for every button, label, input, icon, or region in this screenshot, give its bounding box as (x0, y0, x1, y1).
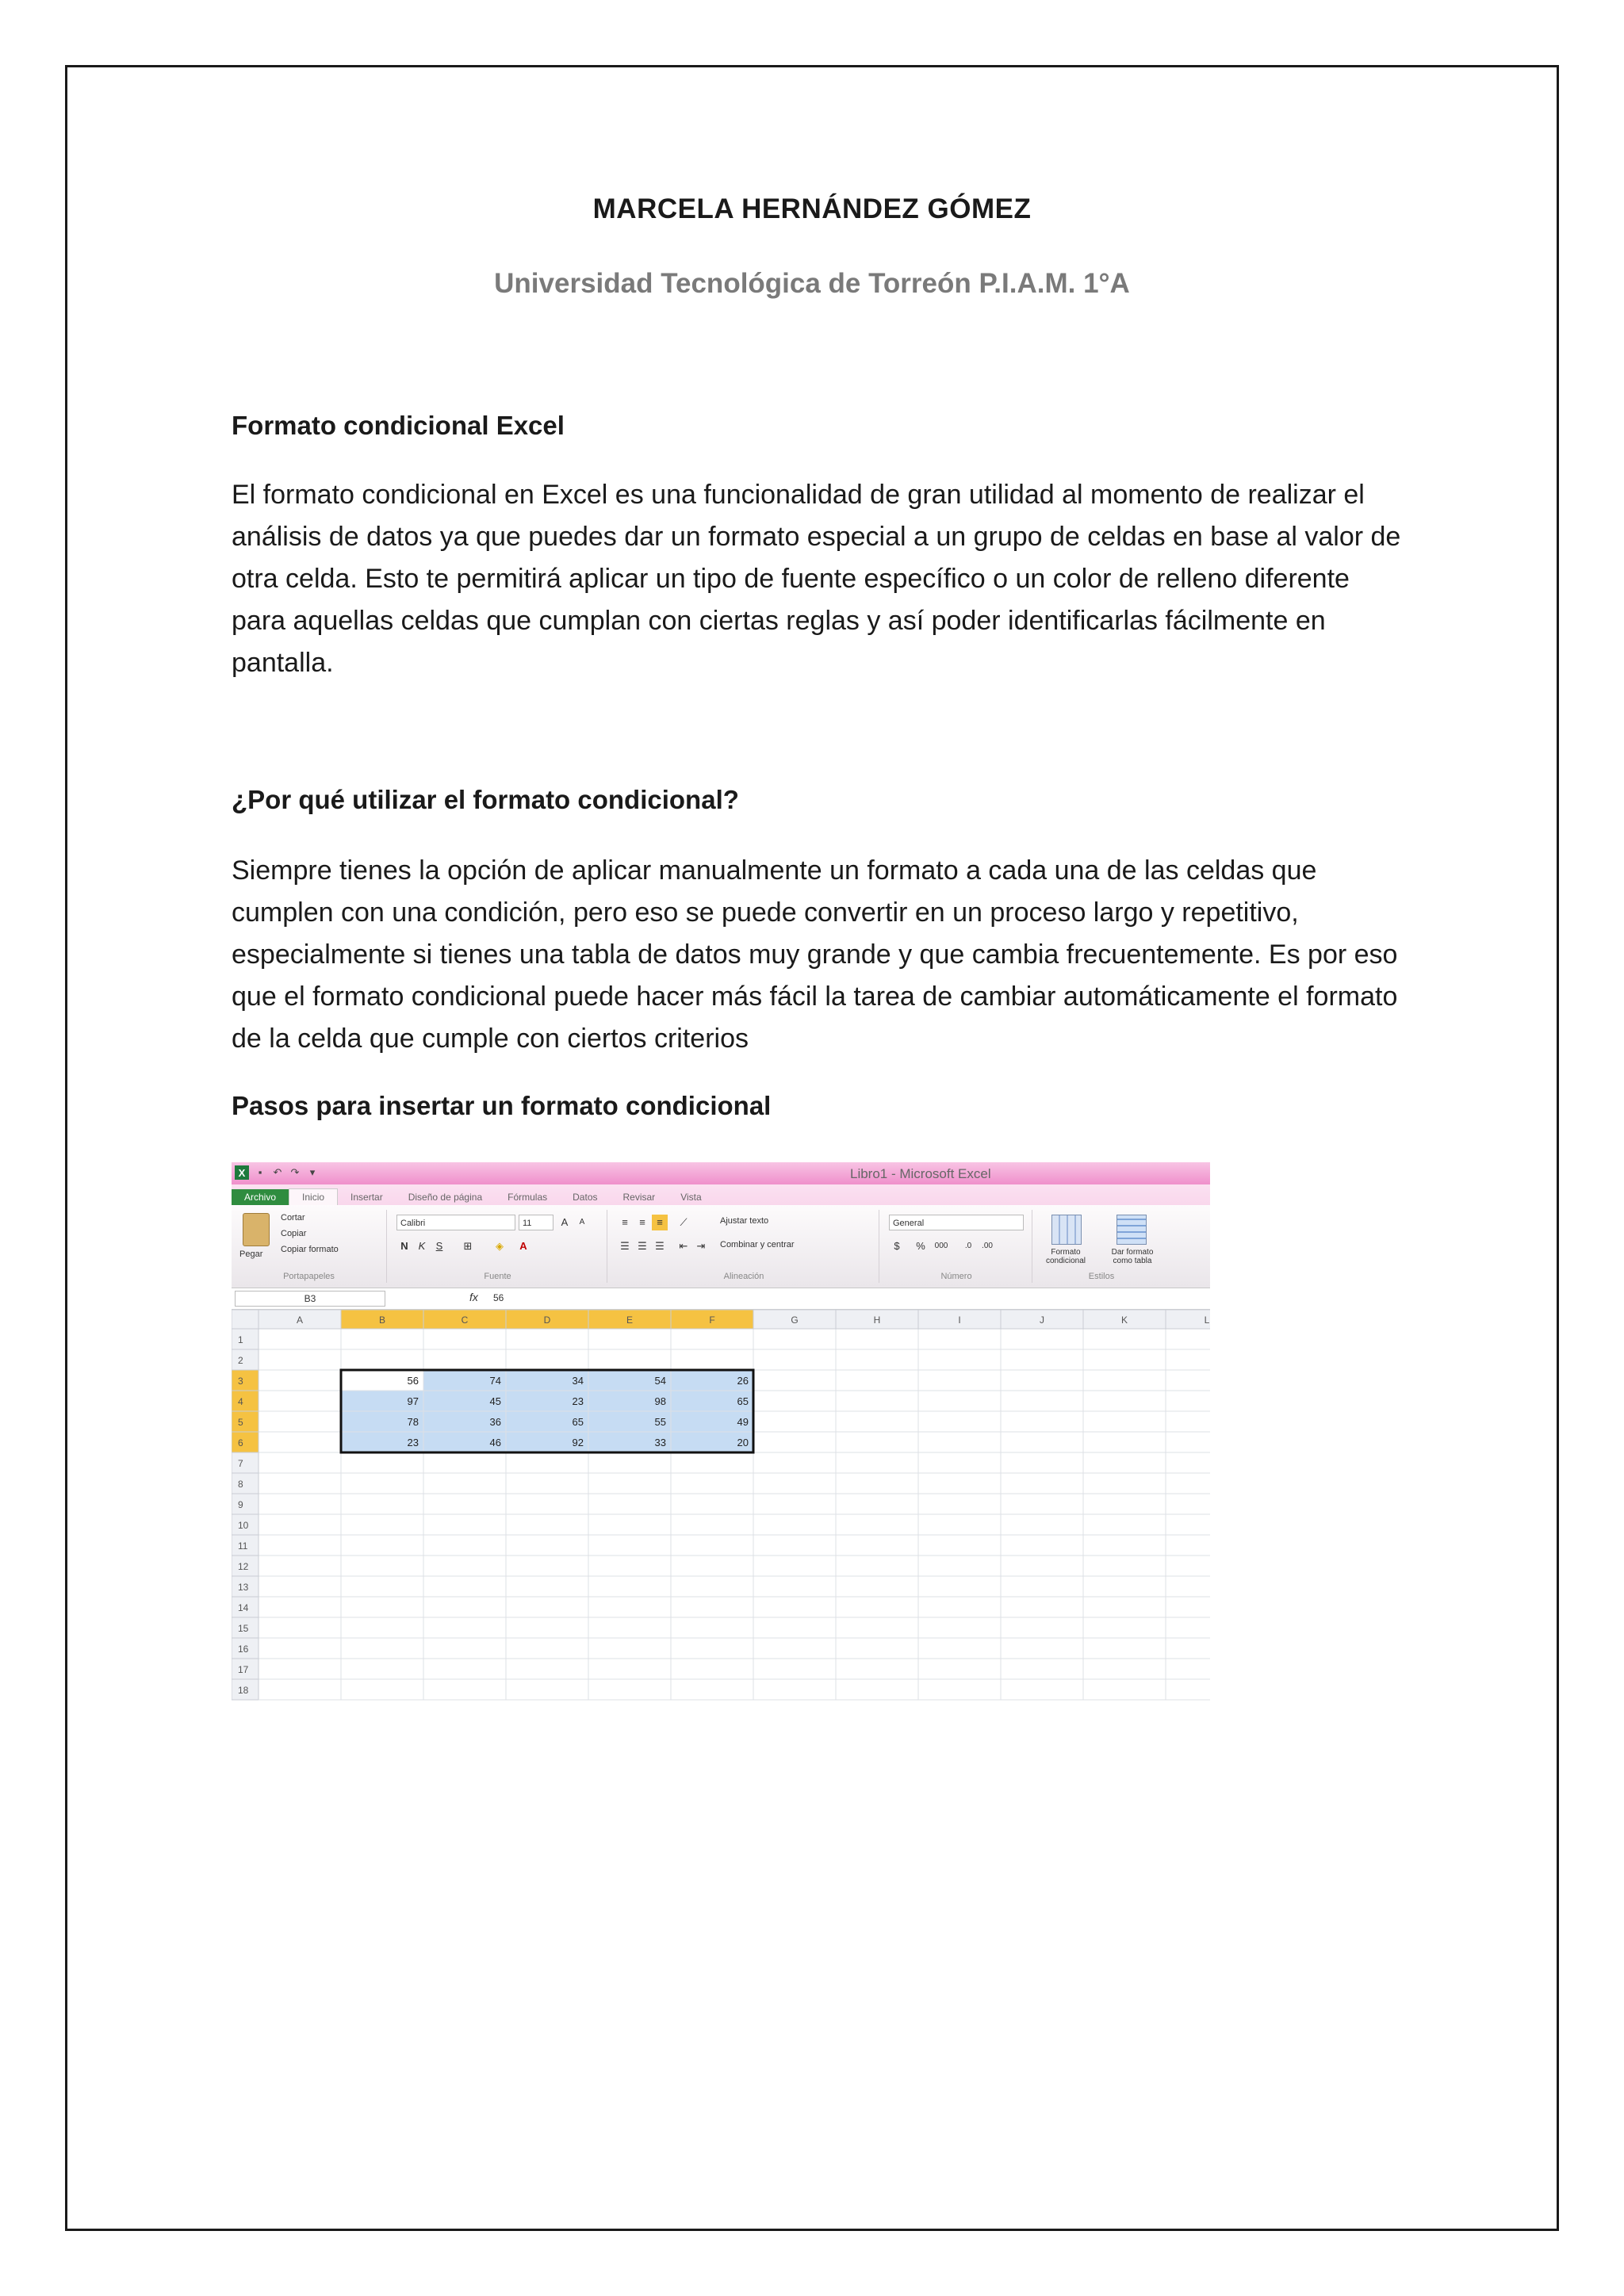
column-label-c: C (461, 1314, 469, 1326)
row-header-5 (232, 1411, 259, 1432)
row-header-3 (232, 1370, 259, 1391)
row-label-18: 18 (238, 1685, 249, 1696)
grow-font-icon[interactable]: A (561, 1216, 569, 1228)
conditional-format-button[interactable]: Formato condicional (1045, 1248, 1086, 1265)
page-border (65, 65, 1559, 2231)
tab-diseno-pagina[interactable]: Diseño de página (408, 1192, 483, 1203)
font-size-select[interactable]: 11 (519, 1215, 553, 1230)
bold-button[interactable]: N (400, 1240, 408, 1252)
save-icon[interactable]: ▪ (258, 1166, 262, 1178)
section-heading-conditional-format: Formato condicional Excel (232, 411, 565, 440)
cell-value: 56 (407, 1375, 419, 1387)
cell-value: 34 (572, 1375, 584, 1387)
cell-value: 36 (489, 1416, 501, 1428)
column-label-i: I (958, 1314, 961, 1326)
row-label-5: 5 (238, 1417, 243, 1428)
cell-value: 46 (489, 1437, 501, 1448)
increase-indent-icon[interactable]: ⇥ (696, 1240, 706, 1252)
row-label-12: 12 (238, 1561, 249, 1572)
tab-inicio[interactable]: Inicio (289, 1188, 338, 1205)
column-label-d: D (543, 1314, 551, 1326)
font-name-select[interactable]: Calibri (396, 1215, 515, 1230)
formula-input[interactable]: 56 (493, 1292, 504, 1303)
cell-value: 49 (737, 1416, 749, 1428)
format-as-table-button[interactable]: Dar formato como tabla (1111, 1248, 1154, 1265)
column-label-g: G (791, 1314, 799, 1326)
row-label-1: 1 (238, 1334, 243, 1345)
cell-value: 92 (572, 1437, 584, 1448)
tab-archivo[interactable]: Archivo (232, 1189, 289, 1205)
cell-value: 33 (654, 1437, 666, 1448)
column-label-f: F (709, 1314, 715, 1326)
cut-button[interactable]: Cortar (281, 1213, 305, 1223)
cell-value: 54 (654, 1375, 666, 1387)
row-header-9 (232, 1494, 259, 1514)
cell-value: 55 (654, 1416, 666, 1428)
author-name: MARCELA HERNÁNDEZ GÓMEZ (592, 193, 1032, 224)
cell-value: 23 (407, 1437, 419, 1448)
italic-button[interactable]: K (418, 1240, 426, 1252)
row-label-2: 2 (238, 1355, 243, 1366)
row-label-6: 6 (238, 1437, 243, 1448)
row-label-7: 7 (238, 1458, 243, 1469)
cell-value: 26 (737, 1375, 749, 1387)
paragraph-intro: El formato condicional en Excel es una funcionalidad de gran utilidad al momento de realizar el análisis de datos ya que puedes dar un formato especial a un grupo de celdas en base al valor de otra celda. Esto te permitirá aplicar un tipo de fuente específico o un color de relleno diferente para aquellas celdas que cumplan con ciertas reglas y así poder identificarlas fácilmente en pantalla. (232, 480, 1401, 678)
column-label-e: E (626, 1314, 634, 1326)
font-color-icon[interactable]: A (519, 1240, 527, 1252)
shrink-font-icon[interactable]: A (579, 1218, 585, 1226)
align-bottom-icon[interactable]: ≡ (652, 1215, 668, 1230)
fill-color-icon[interactable]: ◈ (496, 1240, 504, 1252)
merge-center-button[interactable]: Combinar y centrar (720, 1240, 795, 1249)
window-title: Libro1 - Microsoft Excel (850, 1166, 991, 1181)
align-middle-icon[interactable]: ≡ (639, 1216, 645, 1228)
cell-value: 97 (407, 1395, 419, 1407)
cell-value: 74 (489, 1375, 501, 1387)
column-label-b: B (378, 1314, 386, 1326)
row-label-10: 10 (238, 1520, 249, 1531)
tab-vista[interactable]: Vista (680, 1192, 702, 1203)
section-heading-steps: Pasos para insertar un formato condicional (232, 1091, 772, 1120)
number-group-label: Número (940, 1272, 972, 1281)
format-painter-button[interactable]: Copiar formato (281, 1245, 339, 1254)
tab-insertar[interactable]: Insertar (350, 1192, 383, 1203)
underline-button[interactable]: S (435, 1240, 443, 1252)
thousands-icon[interactable]: 000 (934, 1242, 948, 1250)
row-label-13: 13 (238, 1582, 249, 1593)
orientation-icon[interactable]: ⟋ (680, 1216, 688, 1228)
university-name: Universidad Tecnológica de Torreón P.I.A.M. 1°A (494, 268, 1130, 299)
paragraph-why: Siempre tienes la opción de aplicar manualmente un formato a cada una de las celdas que cumplen con una condición, pero eso se puede convertir en un proceso largo y repetitivo, especialmente si tienes una tabla de datos muy grande y que cambia frecuentemente. Es por eso que el formato condicional puede hacer más fácil la tarea de cambiar automáticamente el formato de la celda que cumple con ciertos criterios (232, 855, 1398, 1054)
row-label-16: 16 (238, 1644, 249, 1655)
row-header-7 (232, 1452, 259, 1473)
excel-logo-icon: X (235, 1165, 249, 1180)
copy-button[interactable]: Copiar (281, 1229, 307, 1238)
align-center-icon[interactable]: ☰ (638, 1240, 647, 1252)
cell-value: 65 (737, 1395, 749, 1407)
wrap-text-button[interactable]: Ajustar texto (720, 1216, 769, 1226)
row-header-8 (232, 1473, 259, 1494)
spreadsheet-grid[interactable] (232, 1162, 1210, 1728)
styles-group-label: Estilos (1088, 1272, 1115, 1281)
row-header-6 (232, 1432, 259, 1452)
row-label-15: 15 (238, 1623, 249, 1634)
currency-icon[interactable]: $ (894, 1240, 900, 1252)
row-label-11: 11 (238, 1540, 248, 1552)
cell-value: 78 (407, 1416, 419, 1428)
row-label-3: 3 (238, 1376, 243, 1387)
undo-icon[interactable]: ↶ (273, 1166, 282, 1178)
column-label-h: H (873, 1314, 881, 1326)
cell-value: 20 (737, 1437, 749, 1448)
column-label-j: J (1040, 1314, 1044, 1326)
cell-value: 65 (572, 1416, 584, 1428)
row-label-14: 14 (238, 1602, 249, 1613)
fx-icon[interactable]: fx (469, 1291, 478, 1303)
row-label-4: 4 (238, 1396, 243, 1407)
row-header-2 (232, 1349, 259, 1370)
name-box[interactable]: B3 (235, 1291, 385, 1307)
row-header-4 (232, 1391, 259, 1411)
align-top-icon[interactable]: ≡ (622, 1216, 628, 1228)
row-label-8: 8 (238, 1479, 243, 1490)
column-label-k: K (1120, 1314, 1128, 1326)
column-label-a: A (296, 1314, 304, 1326)
increase-decimal-icon[interactable]: .0 (964, 1242, 972, 1250)
row-label-17: 17 (238, 1664, 249, 1675)
section-heading-why: ¿Por qué utilizar el formato condicional? (232, 785, 739, 814)
alignment-group-label: Alineación (723, 1272, 764, 1281)
cell-value: 98 (654, 1395, 666, 1407)
clipboard-group-label: Portapapeles (283, 1272, 335, 1281)
customize-toolbar-icon[interactable]: ▾ (309, 1166, 316, 1178)
paste-button[interactable]: Pegar (239, 1249, 263, 1259)
row-header-1 (232, 1329, 259, 1349)
cell-value: 45 (489, 1395, 501, 1407)
tab-revisar[interactable]: Revisar (622, 1192, 656, 1203)
decrease-indent-icon[interactable]: ⇤ (679, 1240, 688, 1252)
cell-value: 23 (572, 1395, 584, 1407)
tab-formulas[interactable]: Fórmulas (508, 1192, 548, 1203)
number-format-select[interactable]: General (889, 1215, 1024, 1230)
column-header-l (1166, 1310, 1210, 1329)
redo-icon[interactable]: ↷ (290, 1166, 300, 1178)
decrease-decimal-icon[interactable]: .00 (982, 1242, 993, 1250)
percent-icon[interactable]: % (916, 1240, 925, 1252)
column-label-l: L (1204, 1314, 1210, 1326)
font-group-label: Fuente (484, 1272, 511, 1281)
excel-screenshot (232, 1162, 1210, 1728)
align-left-icon[interactable]: ☰ (620, 1240, 630, 1252)
tab-datos[interactable]: Datos (573, 1192, 598, 1203)
row-label-9: 9 (238, 1499, 243, 1510)
borders-icon[interactable]: ⊞ (463, 1240, 473, 1252)
align-right-icon[interactable]: ☰ (655, 1240, 665, 1252)
